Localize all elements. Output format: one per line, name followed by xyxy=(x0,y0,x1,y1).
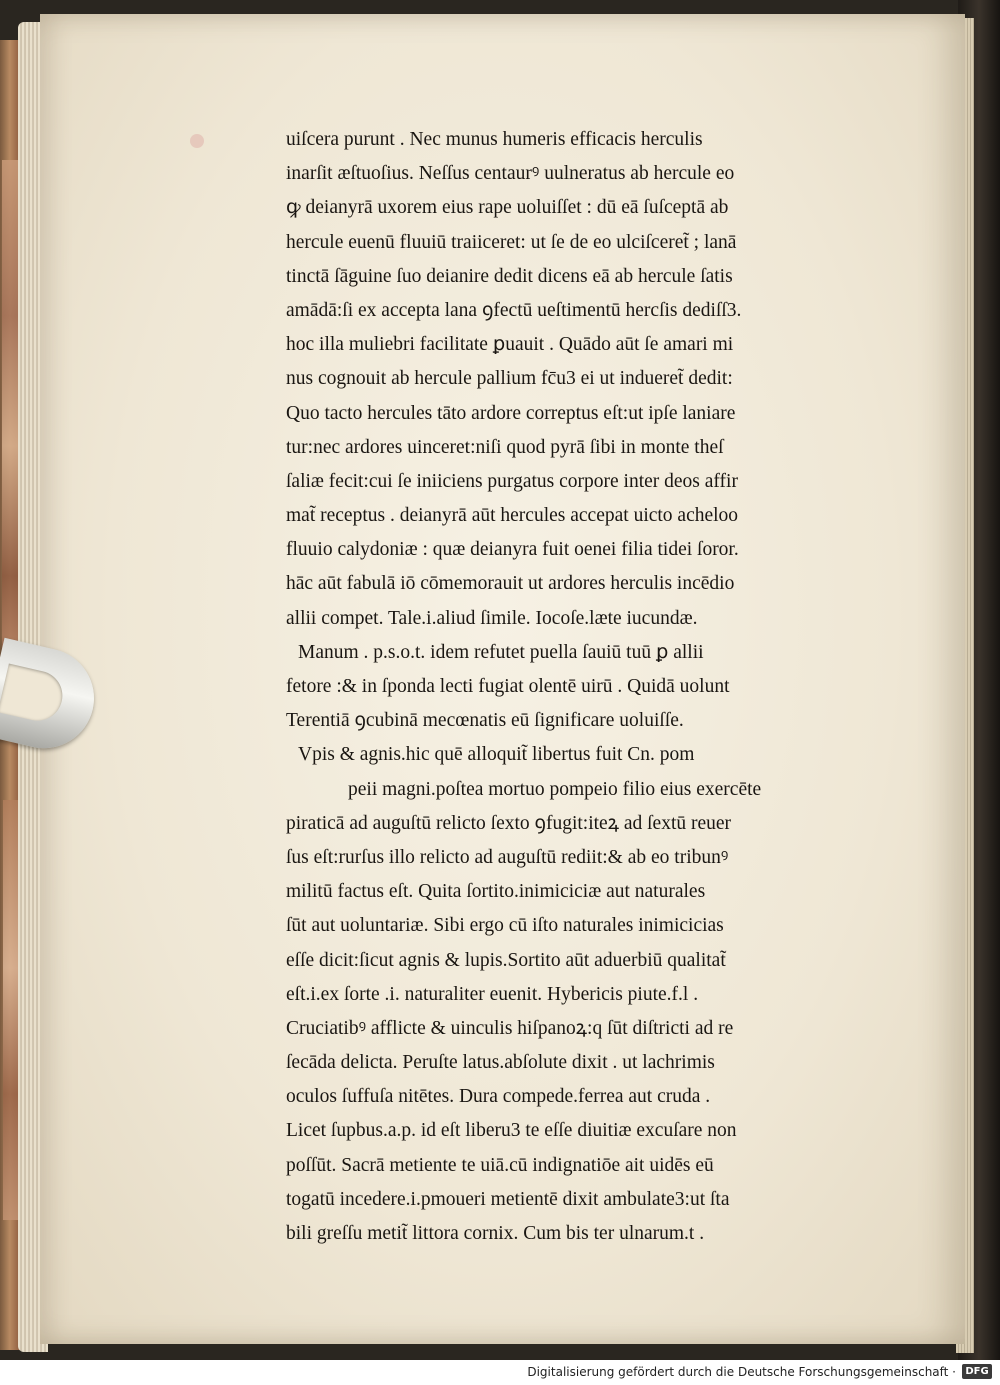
text-line: hoc illa muliebri facilitate ꝑuauit . Quādo aūt ſe amari mi xyxy=(286,334,734,356)
footer-bar xyxy=(0,1360,1000,1385)
dfg-logo: DFG xyxy=(962,1364,992,1379)
text-line: togatū incedere.i.pmoueri metientē dixit ambulate3:ut ſta xyxy=(286,1188,730,1210)
text-line: ꝙ deianyrā uxorem eius rape uoluiſſet : dū eā ſuſceptā ab xyxy=(286,197,729,219)
text-line: Quo tacto hercules tāto ardore correptus eſt:ut ipſe laniare xyxy=(286,402,736,424)
text-line: peii magni.poſtea mortuo pompeio filio eius exercēte xyxy=(348,778,762,800)
text-line: hāc aūt fabulā iō cōmemorauit ut ardores herculis incēdio xyxy=(286,573,735,595)
text-line: militū factus eſt. Quita ſortito.inimiciciæ aut naturales xyxy=(286,881,706,903)
text-line: piraticā ad auguſtū relicto ſexto ꝯfugit:iteꝝ ad ſextū reuer xyxy=(286,812,732,834)
text-line: eſſe dicit:ſicut agnis & lupis.Sortito aūt aduerbiū qualitat̃ xyxy=(286,949,726,971)
text-line: amādā:ſi ex accepta lana ꝯfectū ueſtimentū hercſis dediſſ3. xyxy=(286,299,742,321)
text-line: Vpis & agnis.hic quē alloquit̃ libertus fuit Cn. pom xyxy=(298,744,695,766)
text-line: hercule euenū fluuiū traiiceret: ut ſe de eo ulciſceret̃ ; lanā xyxy=(286,231,737,253)
text-line: oculos ſuffuſa nitētes. Dura compede.ferrea aut cruda . xyxy=(286,1086,711,1108)
text-line: uiſcera purunt . Nec munus humeris efficacis herculis xyxy=(286,129,703,150)
page-stain xyxy=(190,134,204,148)
page-text xyxy=(286,123,866,1251)
text-line: ſūt aut uoluntariæ. Sibi ergo cū iſto naturales inimicicias xyxy=(286,915,724,937)
text-line: mat̃ receptus . deianyrā aūt hercules accepat uicto acheloo xyxy=(286,505,739,527)
text-line: nus cognouit ab hercule pallium fc̄u3 ei ut indueret̃ dedit: xyxy=(286,368,733,390)
text-line: poſſūt. Sacrā metiente te uiā.cū indignatiōe ait uidēs eū xyxy=(286,1154,714,1176)
text-line: ſus eſt:rurſus illo relicto ad auguſtū rediit:& ab eo tribunꝰ xyxy=(286,846,729,868)
text-line: allii compet. Tale.i.aliud ſimile. Iocoſe.læte iucundæ. xyxy=(286,607,698,629)
text-line: bili greſſu metit̃ littora cornix. Cum bis ter ulnarum.t . xyxy=(286,1223,705,1244)
text-line: Cruciatibꝰ afflicte & uinculis hiſpanoꝝ:q ſūt diſtricti ad re xyxy=(286,1017,734,1039)
text-line: ſecāda delicta. Peruſte latus.abſolute dixit . ut lachrimis xyxy=(286,1052,715,1074)
text-line: Terentiā ꝯcubinā mecœnatis eū ſignificare uoluiſſe. xyxy=(286,710,684,732)
text-line: Manum . p.s.o.t. idem refutet puella ſauiū tuū ꝑ allii xyxy=(298,641,704,663)
text-line: tur:nec ardores uinceret:niſi quod pyrā ſibi in monte theſ xyxy=(286,436,724,458)
text-line: inarſit æſtuoſius. Neſſus centaurꝰ uulneratus ab hercule eo xyxy=(286,163,735,185)
text-line: eſt.i.ex ſorte .i. naturaliter euenit. Hybericis piute.f.l . xyxy=(286,983,699,1005)
footer-credit: Digitalisierung gefördert durch die Deutsche Forschungsgemeinschaft · xyxy=(527,1365,956,1379)
text-line: tinctā ſāguine ſuo deianire dedit dicens eā ab hercule ſatis xyxy=(286,265,733,287)
text-line: Licet ſupbus.a.p. id eſt liberu3 te eſſe diuitiæ excuſare non xyxy=(286,1120,737,1142)
text-line: fetore :& in ſponda lecti fugiat olentē uirū . Quidā uolunt xyxy=(286,676,730,697)
text-line: ſaliæ fecit:cui ſe iniiciens purgatus corpore inter deos affir xyxy=(286,470,738,492)
text-line: fluuio calydoniæ : quæ deianyra fuit oenei filia tidei ſoror. xyxy=(286,539,739,561)
